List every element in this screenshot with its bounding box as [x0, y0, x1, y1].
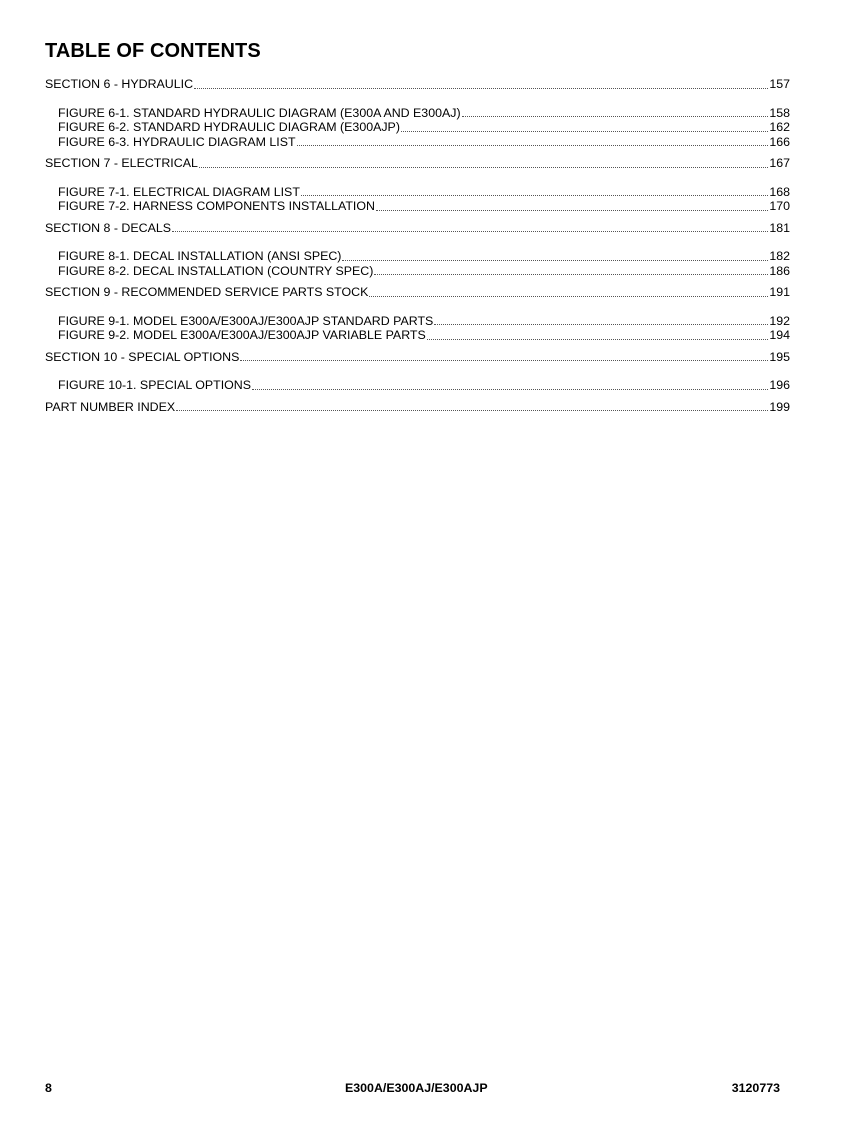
toc-figure-entry-label: FIGURE 6-1. STANDARD HYDRAULIC DIAGRAM (E300A AND E300AJ) [58, 105, 461, 120]
toc-section-entry[interactable] [45, 156, 790, 171]
toc-section-group [45, 285, 790, 343]
dot-leader [297, 145, 769, 146]
toc-section-group [45, 77, 790, 149]
toc-section-entry-label: PART NUMBER INDEX [45, 399, 176, 414]
toc-section-entry-page: 191 [769, 285, 790, 299]
toc-section-entry-page: 195 [769, 349, 790, 364]
toc-section-entry[interactable] [45, 77, 790, 92]
footer-model: E300A/E300AJ/E300AJP [345, 1081, 488, 1095]
toc-figure-entry-label: FIGURE 7-1. ELECTRICAL DIAGRAM LIST [58, 184, 300, 199]
dot-leader [301, 195, 768, 196]
toc-section-entry-label: SECTION 10 - SPECIAL OPTIONS [45, 349, 240, 364]
toc-figure-entry[interactable] [45, 249, 790, 264]
dot-leader [199, 167, 768, 168]
toc-figure-entry-page: 158 [769, 105, 790, 120]
toc-section-entry-page: 199 [769, 399, 790, 414]
dot-leader [176, 410, 768, 411]
toc-section-entry-label: SECTION 7 - ELECTRICAL [45, 156, 198, 170]
toc-figure-entry[interactable] [45, 185, 790, 200]
toc-figure-entry-page: 194 [769, 328, 790, 342]
toc-figure-entry-label: FIGURE 6-2. STANDARD HYDRAULIC DIAGRAM (E300AJP) [58, 120, 400, 134]
table-of-contents [45, 77, 790, 428]
toc-figure-entry[interactable] [45, 120, 790, 135]
toc-section-entry-label: SECTION 6 - HYDRAULIC [45, 77, 194, 91]
footer-page-number: 8 [45, 1081, 52, 1095]
toc-section-entry[interactable] [45, 400, 790, 415]
dot-leader [240, 360, 768, 361]
toc-section-entry-page: 167 [769, 156, 790, 170]
toc-section-entry-label: SECTION 8 - DECALS [45, 220, 171, 235]
toc-section-entry-page: 181 [769, 220, 790, 235]
toc-section-entry-page: 157 [769, 77, 790, 91]
toc-figure-entry-page: 186 [769, 263, 790, 278]
dot-leader [427, 339, 769, 340]
dot-leader [434, 324, 768, 325]
toc-figure-entry-page: 162 [769, 120, 790, 134]
toc-figure-entry-page: 196 [769, 378, 790, 392]
toc-figure-entry[interactable] [45, 378, 790, 393]
toc-section-entry[interactable] [45, 285, 790, 300]
toc-figure-entry-page: 182 [769, 249, 790, 263]
toc-figure-entry[interactable] [45, 328, 790, 343]
toc-figure-entry-label: FIGURE 8-2. DECAL INSTALLATION (COUNTRY SPEC) [58, 263, 374, 278]
toc-section-group [45, 350, 790, 393]
footer-doc-number: 3120773 [731, 1081, 780, 1095]
toc-figure-entry-page: 192 [769, 313, 790, 328]
toc-figure-entry-page: 166 [769, 134, 790, 149]
toc-figure-entry-label: FIGURE 9-1. MODEL E300A/E300AJ/E300AJP STANDARD PARTS [58, 313, 434, 328]
toc-section-entry[interactable] [45, 350, 790, 365]
toc-section-entry[interactable] [45, 221, 790, 236]
toc-figure-entry-label: FIGURE 8-1. DECAL INSTALLATION (ANSI SPEC) [58, 249, 342, 263]
dot-leader [369, 296, 768, 297]
toc-figure-entry[interactable] [45, 314, 790, 329]
dot-leader [376, 210, 768, 211]
page-title: TABLE OF CONTENTS [45, 40, 261, 62]
dot-leader [252, 389, 768, 390]
toc-figure-entry-label: FIGURE 10-1. SPECIAL OPTIONS [58, 378, 252, 392]
toc-figure-entry-label: FIGURE 6-3. HYDRAULIC DIAGRAM LIST [58, 134, 296, 149]
toc-section-group [45, 400, 790, 415]
toc-figure-entry-label: FIGURE 7-2. HARNESS COMPONENTS INSTALLATION [58, 199, 375, 213]
dot-leader [342, 260, 768, 261]
dot-leader [462, 116, 769, 117]
dot-leader [172, 231, 768, 232]
toc-section-group [45, 221, 790, 279]
toc-figure-entry[interactable] [45, 264, 790, 279]
toc-figure-entry[interactable] [45, 199, 790, 214]
dot-leader [401, 131, 768, 132]
toc-figure-entry[interactable] [45, 106, 790, 121]
dot-leader [374, 274, 768, 275]
toc-figure-entry-label: FIGURE 9-2. MODEL E300A/E300AJ/E300AJP VARIABLE PARTS [58, 328, 426, 342]
toc-figure-entry-page: 170 [769, 199, 790, 213]
toc-section-group [45, 156, 790, 214]
toc-figure-entry-page: 168 [769, 184, 790, 199]
toc-section-entry-label: SECTION 9 - RECOMMENDED SERVICE PARTS STOCK [45, 285, 369, 299]
toc-figure-entry[interactable] [45, 135, 790, 150]
dot-leader [194, 88, 768, 89]
